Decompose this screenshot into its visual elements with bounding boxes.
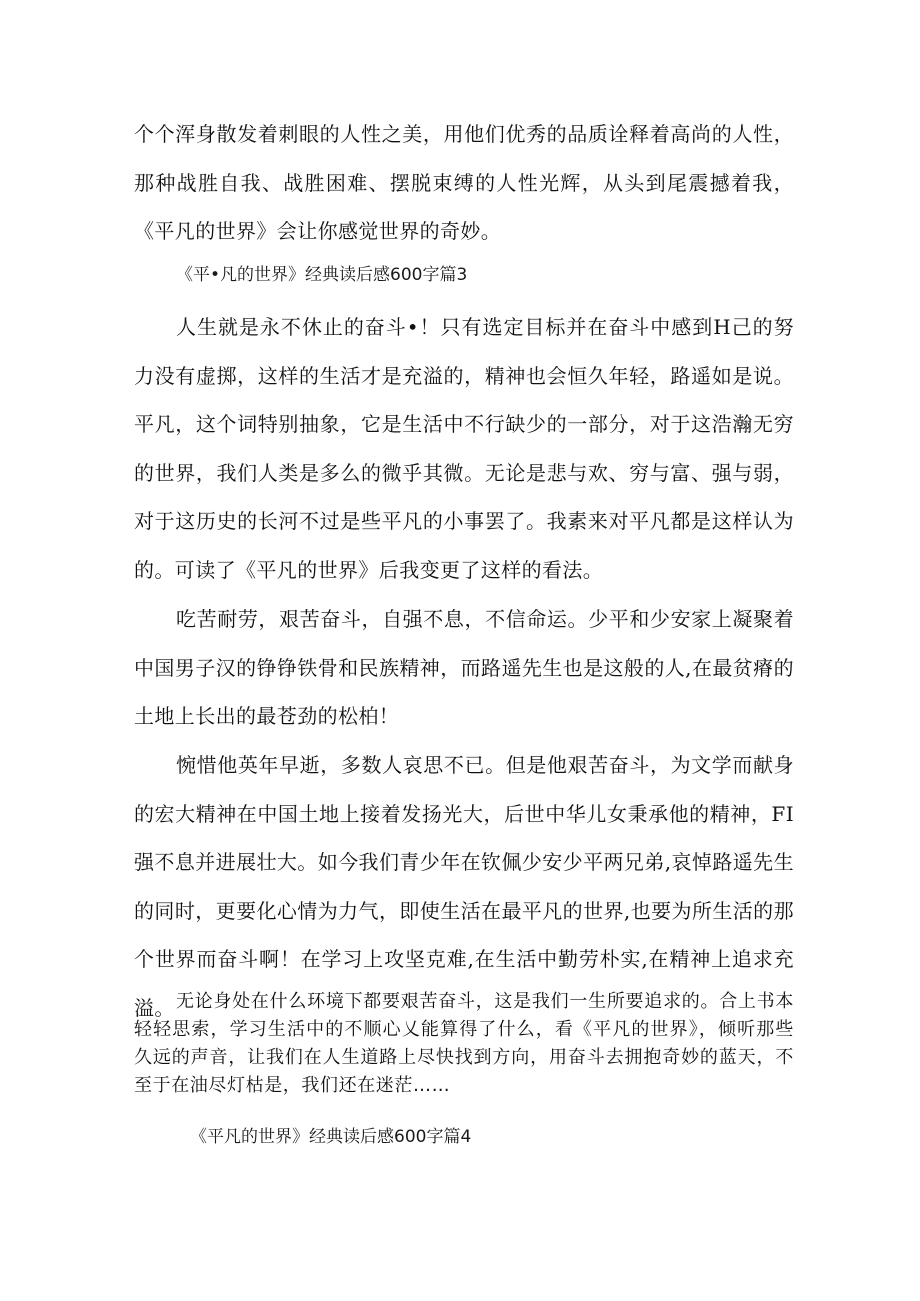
section-heading-part4: 《平凡的世界》经典读后感600字篇4 <box>190 1127 472 1147</box>
paragraph-mourning: 惋惜他英年早逝，多数人哀思不已。但是他艰苦奋斗，为文学而献身的宏大精神在中国土地上接着发扬光大，后世中华儿女秉承他的精神，FI强不息并进展壮大。如今我们青少年在钦佩少安少平两兄弟,哀悼路遥先生的同时，更要化心情为力气，即使生活在最平凡的世界,也要为所生活的那个世界而奋斗啊！在学习上攻坚克难,在生活中勤劳朴实,在精神上追求充溢。 <box>134 753 794 1020</box>
paragraph-struggle: 人生就是永不休止的奋斗•！只有选定目标并在奋斗中感到H己的努力没有虚掷，这样的生活才是充溢的，精神也会恒久年轻，路遥如是说。平凡，这个词特别抽象，它是生活中不行缺少的一部分，对于这浩瀚无穷的世界，我们人类是多么的微乎其微。无论是悲与欢、穷与富、强与弱，对于这历史的长河不过是些平凡的小事罢了。我素来对平凡都是这样认为的。可读了《平凡的世界》后我变更了这样的看法。 <box>134 315 794 582</box>
paragraph-hardship: 吃苦耐劳，艰苦奋斗，自强不息，不信命运。少平和少安家上凝聚着中国男子汉的铮铮铁骨和民族精神，而路遥先生也是这般的人,在最贫瘠的土地上长出的最苍劲的松柏！ <box>134 607 794 728</box>
section-heading-part3: 《平•凡的世界》经典读后感600字篇3 <box>176 265 468 285</box>
paragraph-continuation: 个个浑身散发着刺眼的人性之美，用他们优秀的品质诠释着高尚的人性，那种战胜自我、战胜困难、摆脱束缚的人性光辉，从头到尾震撼着我，《平凡的世界》会让你感觉世界的奇妙。 <box>134 122 794 243</box>
paragraph-conclusion: 无论身处在什么环境下都要艰苦奋斗，这是我们一生所要追求的。合上书本轻轻思索，学习生活中的不顺心乂能算得了什么，看《平凡的世界》，倾听那些久远的声音，让我们在人生道路上尽快找到方向，用奋斗去拥抱奇妙的蓝天，不至于在油尽灯枯是，我们还在迷茫…… <box>134 991 794 1096</box>
